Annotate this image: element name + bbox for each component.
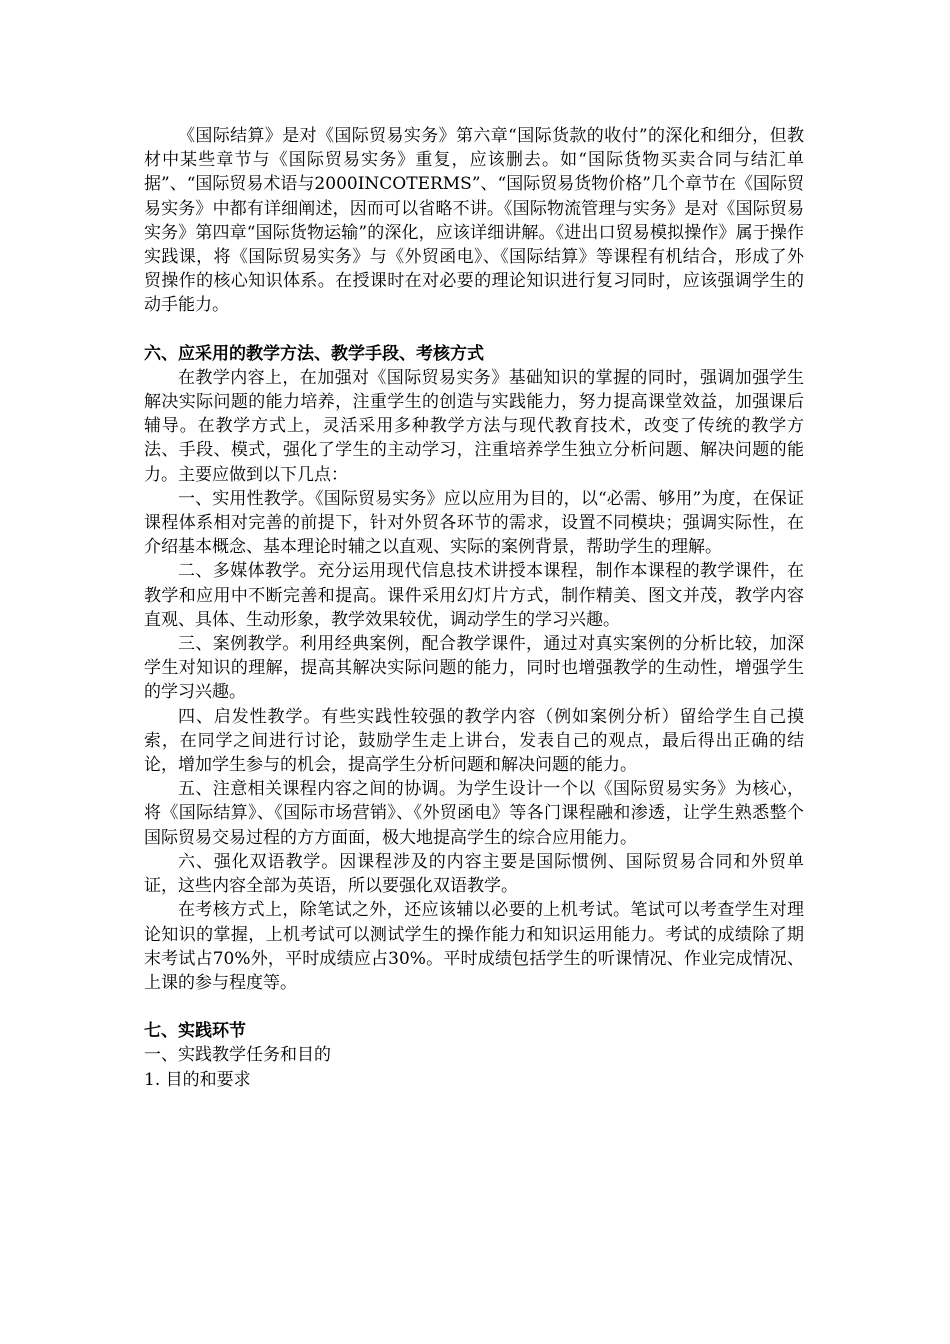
spacer bbox=[144, 318, 804, 342]
document-page bbox=[144, 124, 804, 1092]
intro-paragraph: 《国际结算》是对《国际贸易实务》第六章“国际货款的收付”的深化和细分，但教材中某些章节与《国际贸易实务》重复，应该删去。如“国际货物买卖合同与结汇单据”、“国际贸易术语与2000INCOTERMS”、“国际贸易货物价格”几个章节在《国际贸易实务》中都有详细阐述，因而可以省略不讲。《国际物流管理与实务》是对《国际贸易实务》第四章“国际货物运输”的深化，应该详细讲解。《进出口贸易模拟操作》属于操作实践课，将《国际贸易实务》与《外贸函电》、《国际结算》等课程有机结合，形成了外贸操作的核心知识体系。在授课时在对必要的理论知识进行复习同时，应该强调学生的动手能力。 bbox=[144, 126, 804, 316]
section-6-item-5: 五、注意相关课程内容之间的协调。为学生设计一个以《国际贸易实务》为核心，将《国际结算》、《国际市场营销》、《外贸函电》等各门课程融和渗透，让学生熟悉整个国际贸易交易过程的方方面面，极大地提高学生的综合应用能力。 bbox=[144, 779, 804, 848]
section-6-item-1: 一、实用性教学。《国际贸易实务》应以应用为目的，以“必需、够用”为度，在保证课程体系相对完善的前提下，针对外贸各环节的需求，设置不同模块；强调实际性，在介绍基本概念、基本理论时辅之以直观、实际的案例背景，帮助学生的理解。 bbox=[144, 488, 804, 558]
section-7-heading: 七、实践环节 bbox=[144, 1021, 246, 1042]
section-7-item-heading: 1. 目的和要求 bbox=[144, 1069, 251, 1090]
section-6-assessment: 在考核方式上，除笔试之外，还应该辅以必要的上机考试。笔试可以考查学生对理论知识的掌握，上机考试可以测试学生的操作能力和知识运用能力。考试的成绩除了期末考试占70%外，平时成绩应占30%。平时成绩包括学生的听课情况、作业完成情况、上课的参与程度等。 bbox=[144, 900, 804, 993]
section-6-heading: 六、应采用的教学方法、教学手段、考核方式 bbox=[144, 343, 484, 364]
spacer bbox=[144, 995, 804, 1019]
section-6-item-6: 六、强化双语教学。因课程涉及的内容主要是国际惯例、国际贸易合同和外贸单证，这些内容全部为英语，所以要强化双语教学。 bbox=[144, 851, 804, 897]
section-6-item-3: 三、案例教学。利用经典案例，配合教学课件，通过对真实案例的分析比较，加深学生对知识的理解，提高其解决实际问题的能力，同时也增强教学的生动性，增强学生的学习兴趣。 bbox=[144, 634, 804, 703]
section-6-paragraph: 在教学内容上，在加强对《国际贸易实务》基础知识的掌握的同时，强调加强学生解决实际问题的能力培养，注重学生的创造与实践能力，努力提高课堂效益，加强课后辅导。在教学方式上，灵活采用多种教学方法与现代教育技术，改变了传统的教学方法、手段、模式，强化了学生的主动学习，注重培养学生独立分析问题、解决问题的能力。主要应做到以下几点： bbox=[144, 367, 804, 485]
section-6-item-4: 四、启发性教学。有些实践性较强的教学内容（例如案例分析）留给学生自己摸索，在同学之间进行讨论，鼓励学生走上讲台，发表自己的观点，最后得出正确的结论，增加学生参与的机会，提高学生分析问题和解决问题的能力。 bbox=[144, 706, 804, 776]
section-6-item-2: 二、多媒体教学。充分运用现代信息技术讲授本课程，制作本课程的教学课件，在教学和应用中不断完善和提高。课件采用幻灯片方式，制作精美、图文并茂，教学内容直观、具体、生动形象，教学效果较优，调动学生的学习兴趣。 bbox=[144, 561, 804, 630]
section-7-subheading: 一、实践教学任务和目的 bbox=[144, 1045, 331, 1066]
